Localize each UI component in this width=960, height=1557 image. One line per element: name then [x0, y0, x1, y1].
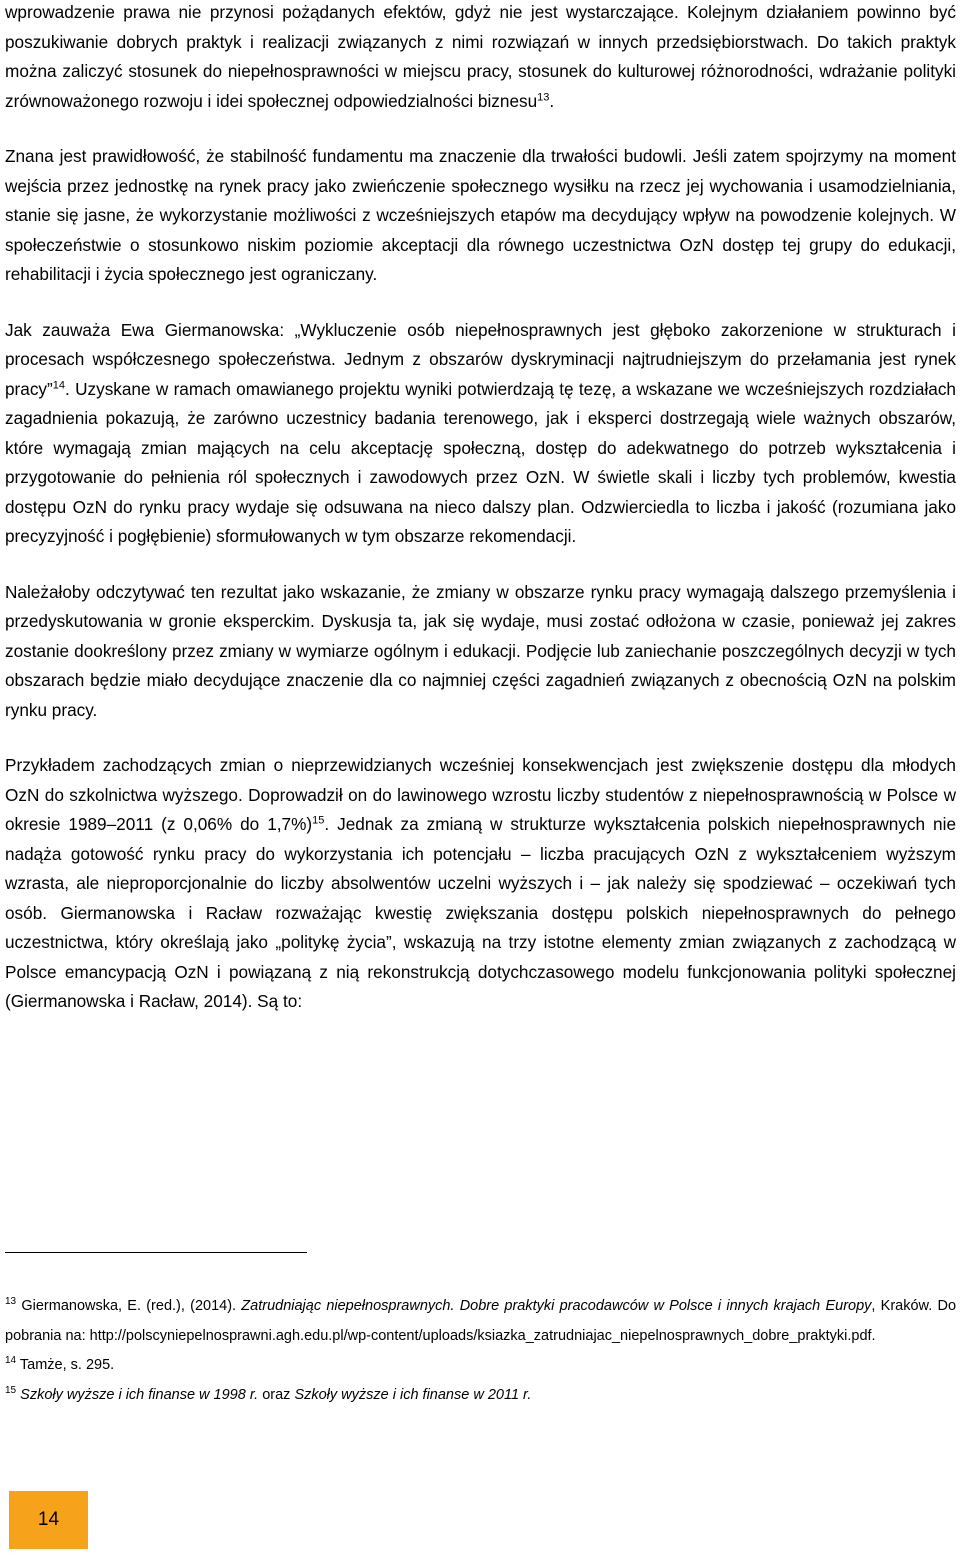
report-title-2011: Szkoły wyższe i ich finanse w 2011 r.: [294, 1386, 532, 1403]
footnote-15: $^{15}$ Szkoły wyższe i ich finanse w 1998 r. oraz Szkoły wyższe i ich finanse w 2011 r.: [5, 1384, 532, 1403]
paragraph-5: Przykładem zachodzących zmian o nieprzewidzianych wcześniej konsekwencjach jest zwiększenie dostępu dla młodych OzN do szkolnictwa wyższego. Doprowadził on do lawinowego wzrostu liczby studentów z niepełnosprawnością w Polsce w okresie 1989–2011 (z 0,06% do 1,7%)$^{15}$. Jednak za zmianą w strukturze wykształcenia polskich niepełnosprawnych nie nadąża gotowość rynku pracy do wykorzystania ich potencjału – liczba pracujących OzN z wykształceniem wyższym wzrasta, ale nieproporcjonalnie do liczby absolwentów uczelni wyższych i – jak należy się spodziewać – oczekiwań tych osób. Giermanowska i Racław rozważając kwestię zwiększania dostępu polskich niepełnosprawnych do pełnego uczestnictwa, który określają jako „politykę życia”, wskazują na trzy istotne elementy zmian związanych z zachodzącą w Polsce emancypacją OzN i powiązaną z nią rekonstrukcją dotychczasowego modelu funkcjonowania polityki społecznej (Giermanowska i Racław, 2014). Są to:: [5, 755, 956, 1011]
footnote-number: 13: [5, 1296, 17, 1308]
footnote-ref-13[interactable]: 13: [537, 90, 550, 103]
download-link[interactable]: , Kraków. Do pobrania na: http://polscyniepelnosprawni.agh.edu.pl/wp-content/uploads/ksiazka_zatrudniajac_niepelnosprawnych_dobre_praktyki.pdf.: [5, 1298, 957, 1344]
page-number: 14: [9, 1491, 88, 1549]
footnote-number: 14: [5, 1355, 17, 1367]
footnote-14: $^{14}$ Tamże, s. 295.: [5, 1355, 115, 1373]
paragraph-3: Jak zauważa Ewa Giermanowska: „Wykluczenie osób niepełnosprawnych jest głęboko zakorzenione w strukturach i procesach współczesnego społeczeństwa. Jednym z obszarów dyskryminacji najtrudniejszym do przełamania jest rynek pracy”$^{14}$. Uzyskane w ramach omawianego projektu wyniki potwierdzają tę tezę, a wskazane we wcześniejszych rozdziałach zagadnienia pokazują, że zarówno uczestnicy badania terenowego, jak i eksperci dostrzegają wiele ważnych obszarów, które wymagają zmian mających na celu akceptację społeczną, dostęp do adekwatnego do potrzeb wykształcenia i przygotowanie do pełnienia ról społecznych i zawodowych przez OzN. W świetle skali i liczby tych problemów, kwestia dostępu OzN do rynku pracy wydaje się odsuwana na nieco dalszy plan. Odzwierciedla to liczba i jakość (rozumiana jako precyzyjność i pogłębienie) sformułowanych w tym obszarze rekomendacji.: [5, 319, 956, 546]
book-title: Zatrudniając niepełnosprawnych. Dobre praktyki pracodawców w Polsce i innych krajach Europy: [241, 1298, 872, 1314]
footnote-number: 15: [5, 1384, 17, 1396]
report-title-1998: Szkoły wyższe i ich finanse w 1998 r.: [20, 1386, 259, 1403]
paragraph-4: Należałoby odczytywać ten rezultat jako wskazanie, że zmiany w obszarze rynku pracy wymagają dalszego przemyślenia i przedyskutowania w gronie eksperckim. Dyskusja ta, jak się wydaje, musi zostać odłożona w czasie, ponieważ jej zakres zostanie dookreślony przez zmiany w wymiarze ogólnym i edukacji. Podjęcie lub zaniechanie poszczególnych decyzji w tych obszarach będzie miało decydujące znaczenie dla co najmniej części zagadnień związanych z obecnością OzN na polskim rynku pracy.: [5, 581, 956, 720]
paragraph-1: wprowadzenie prawa nie przynosi pożądanych efektów, gdyż nie jest wystarczające. Kolejnym działaniem powinno być poszukiwanie dobrych praktyk i realizacji związanych z nimi rozwiązań w innych przedsiębiorstwach. Do takich praktyk można zaliczyć stosunek do niepełnosprawności w miejscu pracy, stosunek do kulturowej różnorodności, wdrażanie polityki zrównoważonego rozwoju i idei społecznej odpowiedzialności biznesu$^{13}$.: [5, 2, 956, 111]
footnote-ref-14[interactable]: 14: [52, 378, 66, 391]
footnote-ref-15[interactable]: 15: [312, 814, 325, 827]
footnote-13: $^{13}$ Giermanowska, E. (red.), (2014). Zatrudniając niepełnosprawnych. Dobre praktyki pracodawców w Polsce i innych krajach Europy, Kraków. Do pobrania na: http://polscyniepelnosprawni.agh.edu.pl/wp-content/uploads/ksiazka_zatrudniajac_niepelnosprawnych_dobre_praktyki.pdf.: [5, 1296, 957, 1344]
footnote-separator: [5, 1252, 307, 1253]
paragraph-2: Znana jest prawidłowość, że stabilność fundamentu ma znaczenie dla trwałości budowli. Jeśli zatem spojrzymy na moment wejścia przez jednostkę na rynek pracy jako zwieńczenie społecznego wysiłku na rzecz jej wychowania i usamodzielniania, stanie się jasne, że wykorzystanie możliwości z wcześniejszych etapów ma decydujący wpływ na powodzenie kolejnych. W społeczeństwie o stosunkowo niskim poziomie akceptacji dla równego uczestnictwa OzN dostęp tej grupy do edukacji, rehabilitacji i życia społecznego jest ograniczany.: [5, 146, 956, 284]
footnotes: [5, 1292, 956, 1410]
page-body: [5, 0, 956, 1017]
